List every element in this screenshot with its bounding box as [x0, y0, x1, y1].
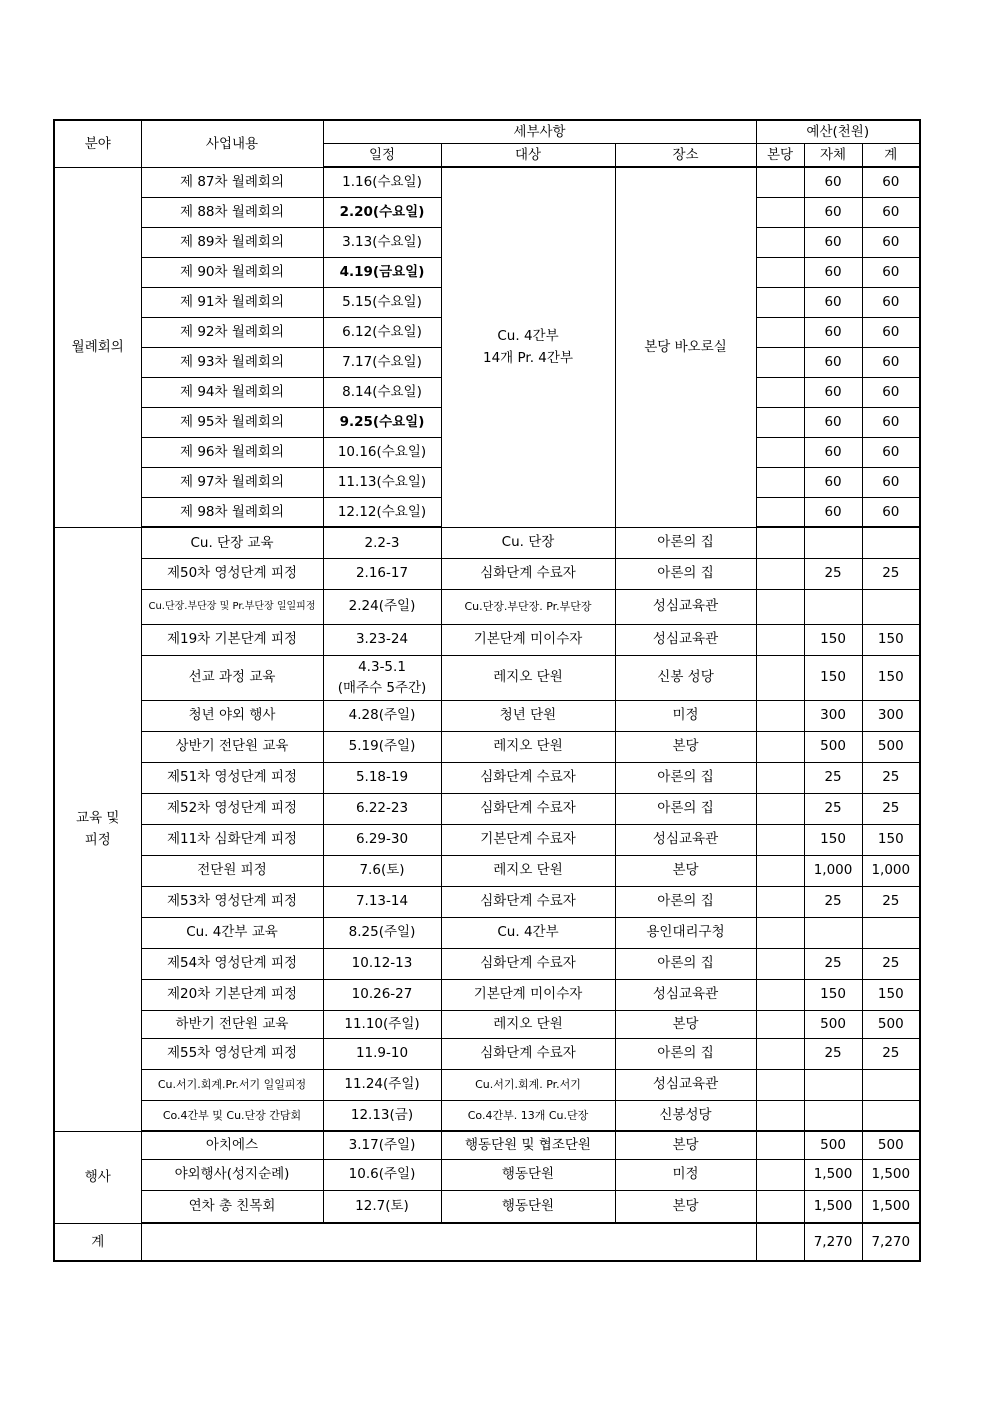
- content-cell: 제 91차 월례회의: [141, 287, 323, 317]
- total-budget-cell: 25: [862, 886, 920, 917]
- total-budget-cell: 500: [862, 1131, 920, 1159]
- date-cell: 12.7(토): [323, 1190, 441, 1223]
- place-cell: 본당: [615, 731, 756, 762]
- date-cell: 5.19(주일): [323, 731, 441, 762]
- target-cell: Co.4간부. 13개 Cu.단장: [441, 1100, 615, 1131]
- hq-budget-cell: [756, 979, 804, 1010]
- sum-total: 7,270: [862, 1223, 920, 1261]
- content-cell: 아치에스: [141, 1131, 323, 1159]
- self-budget-cell: 60: [804, 227, 862, 257]
- date-cell: 2.16-17: [323, 558, 441, 589]
- total-budget-cell: 1,500: [862, 1190, 920, 1223]
- hq-budget-cell: [756, 497, 804, 527]
- table-row: [54, 1100, 920, 1131]
- content-cell: Cu. 단장 교육: [141, 527, 323, 558]
- content-cell: 야외행사(성지순례): [141, 1159, 323, 1190]
- content-cell: 제 90차 월례회의: [141, 257, 323, 287]
- hq-budget-cell: [756, 227, 804, 257]
- table-row: [54, 1190, 920, 1223]
- total-budget-cell: [862, 589, 920, 624]
- table-row: [54, 886, 920, 917]
- target-cell: Cu. 단장: [441, 527, 615, 558]
- date-cell: 7.17(수요일): [323, 347, 441, 377]
- content-cell: Cu. 4간부 교육: [141, 917, 323, 948]
- total-budget-cell: [862, 527, 920, 558]
- total-budget-cell: 300: [862, 700, 920, 731]
- table-row: [54, 762, 920, 793]
- target-cell: 레지오 단원: [441, 655, 615, 700]
- content-cell: 선교 과정 교육: [141, 655, 323, 700]
- total-budget-cell: 25: [862, 762, 920, 793]
- date-cell: 12.13(금): [323, 1100, 441, 1131]
- sum-row: [54, 1223, 920, 1261]
- content-cell: Co.4간부 및 Cu.단장 간담회: [141, 1100, 323, 1131]
- hq-budget-cell: [756, 917, 804, 948]
- self-budget-cell: 300: [804, 700, 862, 731]
- total-budget-cell: 150: [862, 655, 920, 700]
- header-target: 대상: [441, 144, 615, 168]
- date-cell: 3.23-24: [323, 624, 441, 655]
- place-cell: 성심교육관: [615, 1069, 756, 1100]
- hq-budget-cell: [756, 437, 804, 467]
- header-row-1: [54, 120, 920, 144]
- date-cell: 10.6(주일): [323, 1159, 441, 1190]
- category-line: 피정: [84, 832, 111, 848]
- self-budget-cell: 60: [804, 347, 862, 377]
- hq-budget-cell: [756, 1100, 804, 1131]
- date-cell: 11.13(수요일): [323, 467, 441, 497]
- date-cell: 10.16(수요일): [323, 437, 441, 467]
- place-cell: 성심교육관: [615, 979, 756, 1010]
- total-budget-cell: 25: [862, 558, 920, 589]
- total-budget-cell: 1,000: [862, 855, 920, 886]
- self-budget-cell: 60: [804, 257, 862, 287]
- place-cell: 아론의 집: [615, 558, 756, 589]
- total-budget-cell: 60: [862, 257, 920, 287]
- target-cell: 심화단계 수료자: [441, 558, 615, 589]
- total-budget-cell: [862, 1100, 920, 1131]
- hq-budget-cell: [756, 731, 804, 762]
- date-cell: 6.12(수요일): [323, 317, 441, 347]
- content-cell: 제53차 영성단계 피정: [141, 886, 323, 917]
- header-details: 세부사항: [323, 120, 756, 144]
- place-cell: 미정: [615, 700, 756, 731]
- header-category: 분야: [54, 120, 141, 167]
- hq-budget-cell: [756, 287, 804, 317]
- header-place: 장소: [615, 144, 756, 168]
- place-cell: 성심교육관: [615, 589, 756, 624]
- place-cell: 미정: [615, 1159, 756, 1190]
- table-row: [54, 558, 920, 589]
- target-cell: 기본단계 수료자: [441, 824, 615, 855]
- date-cell: 9.25(수요일): [323, 407, 441, 437]
- content-cell: 전단원 피정: [141, 855, 323, 886]
- content-cell: 제 93차 월례회의: [141, 347, 323, 377]
- self-budget-cell: [804, 1069, 862, 1100]
- table-row: [54, 589, 920, 624]
- target-line: Cu. 4간부: [497, 328, 559, 345]
- hq-budget-cell: [756, 317, 804, 347]
- hq-budget-cell: [756, 197, 804, 227]
- self-budget-cell: 500: [804, 1131, 862, 1159]
- date-cell: 11.10(주일): [323, 1010, 441, 1038]
- header-hq: 본당: [756, 144, 804, 168]
- date-cell: 2.24(주일): [323, 589, 441, 624]
- hq-budget-cell: [756, 589, 804, 624]
- self-budget-cell: 60: [804, 467, 862, 497]
- total-budget-cell: 150: [862, 824, 920, 855]
- content-cell: 제19차 기본단계 피정: [141, 624, 323, 655]
- total-budget-cell: 500: [862, 1010, 920, 1038]
- self-budget-cell: 150: [804, 655, 862, 700]
- self-budget-cell: 1,500: [804, 1190, 862, 1223]
- date-cell: 7.6(토): [323, 855, 441, 886]
- date-cell: 8.14(수요일): [323, 377, 441, 407]
- target-cell: 행동단원 및 협조단원: [441, 1131, 615, 1159]
- sum-content: [141, 1223, 756, 1261]
- place-cell: 용인대리구청: [615, 917, 756, 948]
- date-cell: 3.13(수요일): [323, 227, 441, 257]
- total-budget-cell: 60: [862, 467, 920, 497]
- content-cell: 제51차 영성단계 피정: [141, 762, 323, 793]
- self-budget-cell: 1,000: [804, 855, 862, 886]
- content-cell: 제20차 기본단계 피정: [141, 979, 323, 1010]
- hq-budget-cell: [756, 1010, 804, 1038]
- total-budget-cell: 25: [862, 948, 920, 979]
- self-budget-cell: 25: [804, 1038, 862, 1069]
- table-row: [54, 655, 920, 700]
- place-cell: 본당: [615, 1131, 756, 1159]
- total-budget-cell: 60: [862, 197, 920, 227]
- table-row: [54, 700, 920, 731]
- place-cell: 아론의 집: [615, 948, 756, 979]
- target-cell: 기본단계 미이수자: [441, 979, 615, 1010]
- date-cell: 4.19(금요일): [323, 257, 441, 287]
- hq-budget-cell: [756, 1069, 804, 1100]
- total-budget-cell: 60: [862, 407, 920, 437]
- content-cell: 제54차 영성단계 피정: [141, 948, 323, 979]
- target-cell: 레지오 단원: [441, 731, 615, 762]
- self-budget-cell: 60: [804, 437, 862, 467]
- hq-budget-cell: [756, 558, 804, 589]
- header-budget: 예산(천원): [756, 120, 920, 144]
- hq-budget-cell: [756, 377, 804, 407]
- table-row: [54, 948, 920, 979]
- target-cell: 행동단원: [441, 1190, 615, 1223]
- budget-plan-table: [53, 119, 921, 1262]
- date-cell: 3.17(주일): [323, 1131, 441, 1159]
- category-line: 교육 및: [76, 809, 120, 826]
- table-row: [54, 624, 920, 655]
- total-budget-cell: 1,500: [862, 1159, 920, 1190]
- self-budget-cell: [804, 1100, 862, 1131]
- hq-budget-cell: [756, 467, 804, 497]
- total-budget-cell: 25: [862, 793, 920, 824]
- place-cell: 성심교육관: [615, 824, 756, 855]
- total-budget-cell: 60: [862, 167, 920, 197]
- category-cell: 월례회의: [54, 167, 141, 527]
- target-cell: Cu. 4간부: [441, 917, 615, 948]
- self-budget-cell: 150: [804, 824, 862, 855]
- table-row: [54, 793, 920, 824]
- table-row: [54, 167, 920, 197]
- hq-budget-cell: [756, 257, 804, 287]
- content-cell: 상반기 전단원 교육: [141, 731, 323, 762]
- total-budget-cell: [862, 1069, 920, 1100]
- target-cell: 심화단계 수료자: [441, 948, 615, 979]
- total-budget-cell: 500: [862, 731, 920, 762]
- date-cell: 10.26-27: [323, 979, 441, 1010]
- target-cell: 청년 단원: [441, 700, 615, 731]
- self-budget-cell: 60: [804, 317, 862, 347]
- self-budget-cell: 1,500: [804, 1159, 862, 1190]
- self-budget-cell: 60: [804, 287, 862, 317]
- hq-budget-cell: [756, 527, 804, 558]
- total-budget-cell: 25: [862, 1038, 920, 1069]
- self-budget-cell: 25: [804, 793, 862, 824]
- date-cell: 12.12(수요일): [323, 497, 441, 527]
- date-cell: 10.12-13: [323, 948, 441, 979]
- self-budget-cell: [804, 917, 862, 948]
- self-budget-cell: 500: [804, 1010, 862, 1038]
- hq-budget-cell: [756, 762, 804, 793]
- date-cell: 11.9-10: [323, 1038, 441, 1069]
- content-cell: 제 87차 월례회의: [141, 167, 323, 197]
- date-cell: 2.2-3: [323, 527, 441, 558]
- content-cell: 제11차 심화단계 피정: [141, 824, 323, 855]
- target-cell: Cu.서기.회계. Pr.서기: [441, 1069, 615, 1100]
- self-budget-cell: 60: [804, 167, 862, 197]
- date-cell: 6.29-30: [323, 824, 441, 855]
- sum-label: 계: [54, 1223, 141, 1261]
- table-row: [54, 824, 920, 855]
- category-cell: 행사: [54, 1131, 141, 1223]
- total-budget-cell: 60: [862, 497, 920, 527]
- content-cell: 제52차 영성단계 피정: [141, 793, 323, 824]
- category-cell: [54, 527, 141, 1131]
- target-cell: 레지오 단원: [441, 1010, 615, 1038]
- hq-budget-cell: [756, 1159, 804, 1190]
- place-cell: 아론의 집: [615, 1038, 756, 1069]
- date-cell: 6.22-23: [323, 793, 441, 824]
- self-budget-cell: 60: [804, 197, 862, 227]
- table-row: [54, 1010, 920, 1038]
- place-cell: 아론의 집: [615, 793, 756, 824]
- target-cell: 기본단계 미이수자: [441, 624, 615, 655]
- hq-budget-cell: [756, 167, 804, 197]
- hq-budget-cell: [756, 407, 804, 437]
- content-cell: 제55차 영성단계 피정: [141, 1038, 323, 1069]
- place-cell: 본당: [615, 855, 756, 886]
- target-cell: 레지오 단원: [441, 855, 615, 886]
- header-schedule: 일정: [323, 144, 441, 168]
- hq-budget-cell: [756, 1038, 804, 1069]
- content-cell: 제 95차 월례회의: [141, 407, 323, 437]
- total-budget-cell: 60: [862, 377, 920, 407]
- place-cell: 본당: [615, 1190, 756, 1223]
- table-row: [54, 731, 920, 762]
- table-row: [54, 1159, 920, 1190]
- self-budget-cell: [804, 589, 862, 624]
- date-cell: 7.13-14: [323, 886, 441, 917]
- self-budget-cell: 25: [804, 886, 862, 917]
- date-cell: 4.28(주일): [323, 700, 441, 731]
- total-budget-cell: 150: [862, 979, 920, 1010]
- place-cell: 아론의 집: [615, 762, 756, 793]
- content-cell: 제 96차 월례회의: [141, 437, 323, 467]
- target-cell: Cu.단장.부단장. Pr.부단장: [441, 589, 615, 624]
- date-line: (매주수 5주간): [337, 679, 427, 696]
- content-cell: 연차 총 친목회: [141, 1190, 323, 1223]
- place-cell: 본당: [615, 1010, 756, 1038]
- content-cell: 제 88차 월례회의: [141, 197, 323, 227]
- hq-budget-cell: [756, 1131, 804, 1159]
- target-cell: 심화단계 수료자: [441, 886, 615, 917]
- table-row: [54, 979, 920, 1010]
- content-cell: 제 97차 월례회의: [141, 467, 323, 497]
- content-cell: 제 98차 월례회의: [141, 497, 323, 527]
- date-cell: 1.16(수요일): [323, 167, 441, 197]
- place-cell: 성심교육관: [615, 624, 756, 655]
- table-row: [54, 855, 920, 886]
- self-budget-cell: 60: [804, 377, 862, 407]
- place-cell: 신봉성당: [615, 1100, 756, 1131]
- total-budget-cell: [862, 917, 920, 948]
- table-row: [54, 527, 920, 558]
- total-budget-cell: 60: [862, 437, 920, 467]
- header-total: 계: [862, 144, 920, 168]
- self-budget-cell: 60: [804, 497, 862, 527]
- place-cell: 아론의 집: [615, 886, 756, 917]
- self-budget-cell: 25: [804, 762, 862, 793]
- self-budget-cell: 500: [804, 731, 862, 762]
- self-budget-cell: 150: [804, 979, 862, 1010]
- place-cell: 신봉 성당: [615, 655, 756, 700]
- target-cell: 심화단계 수료자: [441, 1038, 615, 1069]
- self-budget-cell: 25: [804, 558, 862, 589]
- place-cell: 아론의 집: [615, 527, 756, 558]
- total-budget-cell: 60: [862, 317, 920, 347]
- content-cell: 제 92차 월례회의: [141, 317, 323, 347]
- content-cell: 제 89차 월례회의: [141, 227, 323, 257]
- hq-budget-cell: [756, 347, 804, 377]
- hq-budget-cell: [756, 855, 804, 886]
- content-cell: 제 94차 월례회의: [141, 377, 323, 407]
- content-cell: 제50차 영성단계 피정: [141, 558, 323, 589]
- total-budget-cell: 60: [862, 287, 920, 317]
- hq-budget-cell: [756, 824, 804, 855]
- content-cell: Cu.서기.회계.Pr.서기 일일피정: [141, 1069, 323, 1100]
- hq-budget-cell: [756, 655, 804, 700]
- self-budget-cell: 150: [804, 624, 862, 655]
- hq-budget-cell: [756, 886, 804, 917]
- target-cell: 심화단계 수료자: [441, 762, 615, 793]
- self-budget-cell: 60: [804, 407, 862, 437]
- total-budget-cell: 150: [862, 624, 920, 655]
- header-self: 자체: [804, 144, 862, 168]
- content-cell: 청년 야외 행사: [141, 700, 323, 731]
- self-budget-cell: 25: [804, 948, 862, 979]
- hq-budget-cell: [756, 1190, 804, 1223]
- hq-budget-cell: [756, 793, 804, 824]
- date-cell: [323, 655, 441, 700]
- sum-hq: [756, 1223, 804, 1261]
- place-cell: 본당 바오로실: [615, 167, 756, 527]
- table-row: [54, 1069, 920, 1100]
- date-cell: 5.18-19: [323, 762, 441, 793]
- content-cell: Cu.단장.부단장 및 Pr.부단장 일일피정: [141, 589, 323, 624]
- date-cell: 2.20(수요일): [323, 197, 441, 227]
- content-cell: 하반기 전단원 교육: [141, 1010, 323, 1038]
- date-cell: 11.24(주일): [323, 1069, 441, 1100]
- self-budget-cell: [804, 527, 862, 558]
- total-budget-cell: 60: [862, 227, 920, 257]
- header-content: 사업내용: [141, 120, 323, 167]
- date-cell: 8.25(주일): [323, 917, 441, 948]
- target-cell: 행동단원: [441, 1159, 615, 1190]
- total-budget-cell: 60: [862, 347, 920, 377]
- target-cell: [441, 167, 615, 527]
- target-line: 14개 Pr. 4간부: [483, 350, 573, 367]
- sum-self: 7,270: [804, 1223, 862, 1261]
- hq-budget-cell: [756, 700, 804, 731]
- hq-budget-cell: [756, 948, 804, 979]
- table-row: [54, 1038, 920, 1069]
- hq-budget-cell: [756, 624, 804, 655]
- table-row: [54, 917, 920, 948]
- date-line: 4.3-5.1: [358, 659, 406, 676]
- date-cell: 5.15(수요일): [323, 287, 441, 317]
- target-cell: 심화단계 수료자: [441, 793, 615, 824]
- table-row: [54, 1131, 920, 1159]
